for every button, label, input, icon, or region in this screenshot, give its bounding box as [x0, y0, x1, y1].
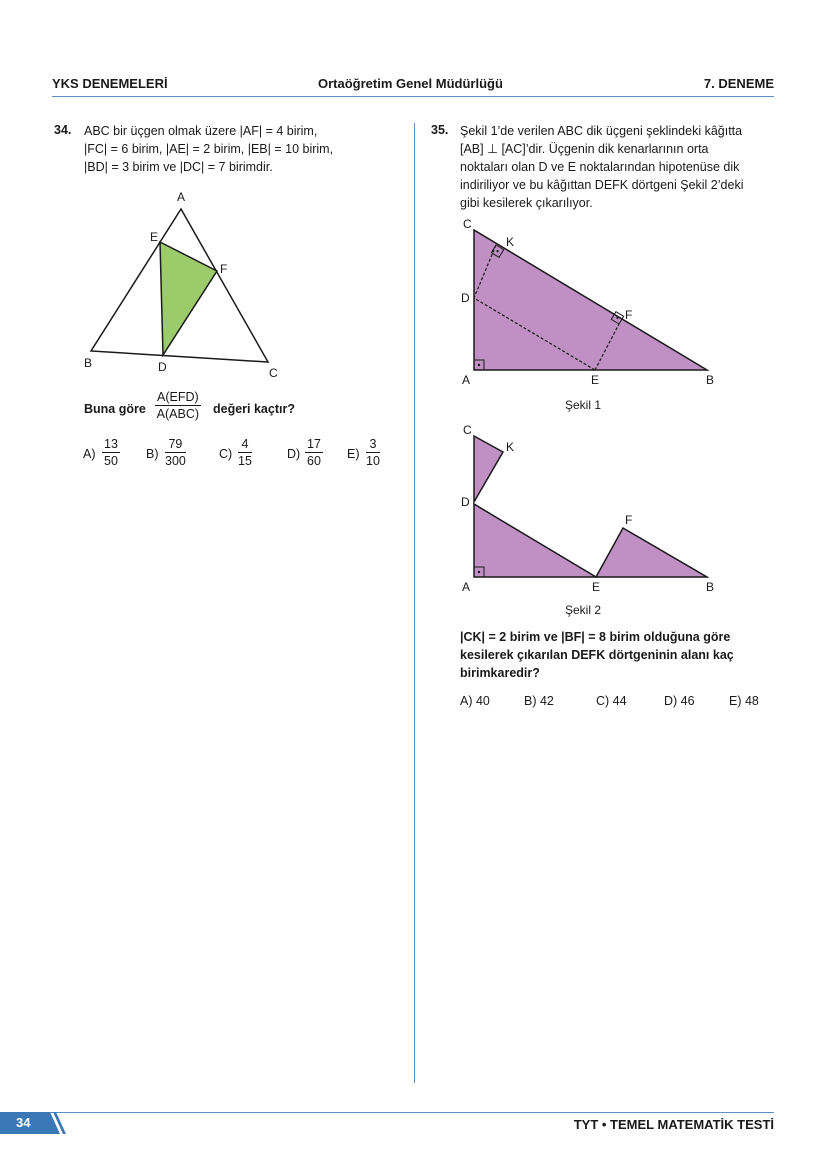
- fig2-label-e: E: [592, 580, 601, 594]
- ratio-numerator: A(EFD): [157, 390, 199, 404]
- fig2-label-d: D: [461, 495, 470, 509]
- fig2-label-b: B: [706, 580, 715, 594]
- q35-line: indiriliyor ve bu kâğıttan DEFK dörtgeni Şekil 2’deki: [460, 178, 744, 192]
- q34-option-e[interactable]: [347, 447, 360, 461]
- q34-prompt-prefix: Buna göre: [84, 402, 146, 416]
- q35-figure-2: [455, 420, 725, 625]
- option-letter: E): [347, 447, 360, 461]
- fig1-label-k: K: [506, 235, 515, 249]
- q34-text: [84, 122, 333, 176]
- fig1-label-e: E: [591, 373, 600, 387]
- option-numerator: 13: [104, 437, 118, 451]
- q35-question-line: |CK| = 2 birim ve |BF| = 8 birim olduğuna göre: [460, 630, 731, 644]
- q35-figure-1: [455, 212, 725, 417]
- label-b: B: [84, 356, 93, 370]
- right-angle-dot: [478, 364, 480, 366]
- option-letter: B): [146, 447, 159, 461]
- option-numerator: 4: [238, 437, 252, 453]
- right-angle-dot: [478, 571, 480, 573]
- q34-triangle-figure: [80, 185, 300, 380]
- q34-line: |FC| = 6 birim, |AE| = 2 birim, |EB| = 10 birim,: [84, 142, 334, 156]
- q34-option-d[interactable]: [287, 447, 300, 461]
- fig1-label-b: B: [706, 373, 715, 387]
- fig1-label-c: C: [463, 217, 472, 231]
- fig2-label-k: K: [506, 440, 515, 454]
- option-letter: C): [219, 447, 233, 461]
- header-right: 7. DENEME: [703, 76, 774, 91]
- q35-line: noktaları olan D ve E noktalarından hipotenüse dik: [460, 160, 740, 174]
- q35-option-a[interactable]: A) 40: [460, 694, 490, 708]
- label-a: A: [177, 190, 186, 204]
- header-center: Ortaöğretim Genel Müdürlüğü: [318, 76, 503, 91]
- q34-option-c-fraction[interactable]: [238, 437, 252, 468]
- fig2-label-f: F: [625, 513, 633, 527]
- q35-text: [460, 122, 743, 212]
- q34-option-a-fraction[interactable]: [102, 437, 120, 468]
- q35-number: 35.: [431, 123, 449, 137]
- header-rule: [52, 96, 774, 97]
- footer-rule: [48, 1112, 774, 1113]
- footer-test-name: TYT • TEMEL MATEMATİK TESTİ: [573, 1117, 774, 1132]
- q34-option-d-fraction[interactable]: [305, 437, 323, 468]
- option-numerator: 79: [165, 437, 186, 453]
- piece-ckd: [474, 436, 503, 502]
- q35-question: [460, 628, 734, 682]
- fig1-label-a: A: [462, 373, 471, 387]
- q34-line: |BD| = 3 birim ve |DC| = 7 birimdir.: [84, 160, 273, 174]
- q34-area-ratio: [155, 390, 201, 421]
- fig1-caption: Şekil 1: [565, 398, 602, 412]
- q35-line: gibi kesilerek çıkarılıyor.: [460, 196, 593, 210]
- q35-option-e[interactable]: E) 48: [729, 694, 759, 708]
- option-denominator: 60: [307, 454, 321, 468]
- q35-line: Şekil 1’de verilen ABC dik üçgeni şeklindeki kâğıtta: [460, 124, 743, 138]
- ratio-denominator: A(ABC): [156, 407, 200, 421]
- q35-option-d[interactable]: D) 46: [664, 694, 695, 708]
- q35-question-line: birimkaredir?: [460, 666, 540, 680]
- q34-number: 34.: [54, 123, 72, 137]
- q34-option-b-fraction[interactable]: [165, 437, 186, 468]
- fig1-label-d: D: [461, 291, 470, 305]
- fig2-label-c: C: [463, 423, 472, 437]
- label-c: C: [269, 366, 278, 380]
- page-number: 34: [0, 1112, 48, 1134]
- option-letter: D): [287, 447, 301, 461]
- option-denominator: 10: [366, 454, 380, 468]
- label-d: D: [158, 360, 167, 374]
- fig2-caption: Şekil 2: [565, 603, 602, 617]
- option-numerator: 3: [366, 437, 380, 453]
- triangle-efd-shaded: [160, 242, 217, 355]
- q34-prompt-suffix: değeri kaçtır?: [213, 402, 295, 416]
- q34-option-c[interactable]: [219, 447, 232, 461]
- option-denominator: 300: [165, 454, 186, 468]
- fig2-label-a: A: [462, 580, 471, 594]
- piece-ade: [474, 504, 596, 577]
- option-denominator: 15: [238, 454, 252, 468]
- option-numerator: 17: [307, 437, 321, 451]
- q35-option-c[interactable]: C) 44: [596, 694, 627, 708]
- triangle-abc-paper: [474, 230, 707, 370]
- option-denominator: 50: [104, 454, 118, 468]
- q35-option-b[interactable]: B) 42: [524, 694, 554, 708]
- q35-question-line: kesilerek çıkarılan DEFK dörtgeninin alanı kaç: [460, 648, 734, 662]
- q34-line: ABC bir üçgen olmak üzere |AF| = 4 birim,: [84, 124, 318, 138]
- q34-option-e-fraction[interactable]: [366, 437, 380, 468]
- page-tab-stripes: [44, 1112, 66, 1134]
- q34-option-b[interactable]: [146, 447, 159, 461]
- label-e: E: [150, 230, 159, 244]
- fig1-label-f: F: [625, 308, 633, 322]
- piece-efb: [596, 528, 707, 577]
- q35-line: [AB] ⊥ [AC]’dir. Üçgenin dik kenarlarının orta: [460, 142, 709, 156]
- option-letter: A): [83, 447, 96, 461]
- header-left: YKS DENEMELERİ: [52, 76, 168, 91]
- label-f: F: [220, 262, 228, 276]
- q34-option-a[interactable]: [83, 447, 96, 461]
- column-divider: [414, 123, 415, 1083]
